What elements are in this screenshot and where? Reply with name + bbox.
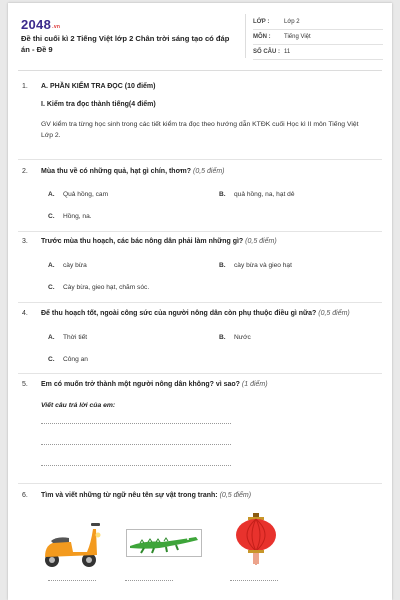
question-3 xyxy=(22,238,382,298)
option-b[interactable]: B. quả hồng, na, hạt dẻ xyxy=(219,191,295,198)
question-text: A. PHẦN KIỂM TRA ĐỌC (10 điểm) xyxy=(41,83,156,90)
question-text: Trước mùa thu hoạch, các bác nông dân phải làm những gì? (0,5 điểm) xyxy=(41,238,277,245)
meta-key: SỐ CÂU : xyxy=(253,49,280,55)
divider xyxy=(18,302,382,303)
option-b[interactable]: B. Nước xyxy=(219,334,251,341)
question-number: 2. xyxy=(22,168,28,175)
question-number: 4. xyxy=(22,310,28,317)
question-4 xyxy=(22,310,382,370)
option-b[interactable]: B. cày bừa và gieo hạt xyxy=(219,262,292,269)
divider xyxy=(18,483,382,484)
question-number: 3. xyxy=(22,238,28,245)
question-1 xyxy=(22,83,382,155)
question-text: Tìm và viết những từ ngữ nêu tên sự vật trong tranh: (0,5 điểm) xyxy=(41,492,252,499)
header xyxy=(8,3,392,63)
page-title: Đề thi cuối kì 2 Tiếng Việt lớp 2 Chân trời sáng tạo có đáp án - Đề 9 xyxy=(21,34,230,54)
question-text: Em có muốn trở thành một người nông dân không? vì sao? (1 điểm) xyxy=(41,381,268,388)
answer-line[interactable] xyxy=(41,423,231,424)
option-c[interactable]: C. Công an xyxy=(48,356,88,363)
answer-line[interactable] xyxy=(41,444,231,445)
scooter-image xyxy=(41,517,101,569)
option-c[interactable]: C. Hồng, na. xyxy=(48,213,92,220)
meta-subject xyxy=(253,31,383,44)
meta-value: 11 xyxy=(284,49,291,55)
meta-key: MÔN : xyxy=(253,34,271,40)
option-c[interactable]: C. Cày bừa, gieo hạt, chăm sóc. xyxy=(48,284,150,291)
option-a[interactable]: A. Quả hồng, cam xyxy=(48,191,109,198)
option-a[interactable]: A. Thời tiết xyxy=(48,334,88,341)
question-subtitle: I. Kiểm tra đọc thành tiếng(4 điểm) xyxy=(41,101,156,108)
answer-blank-3[interactable] xyxy=(230,580,278,581)
answer-line[interactable] xyxy=(41,465,231,466)
option-a[interactable]: A. cày bừa xyxy=(48,262,87,269)
question-number: 5. xyxy=(22,381,28,388)
question-body: GV kiểm tra từng học sinh trong các tiết kiểm tra đọc theo hướng dẫn KTĐK cuối Học kì II môn Tiếng Việt Lớp 2. xyxy=(41,121,359,139)
logo-suffix: .vn xyxy=(52,24,61,30)
logo-main: 2048 xyxy=(21,17,52,32)
meta-question-count xyxy=(253,46,383,59)
header-divider xyxy=(245,14,246,58)
header-separator xyxy=(18,70,382,71)
question-5 xyxy=(22,381,382,476)
site-logo[interactable] xyxy=(21,17,60,32)
worksheet-page xyxy=(8,3,392,600)
question-text: Mùa thu về có những quả, hạt gì chín, thơm? (0,5 điểm) xyxy=(41,168,225,175)
question-2 xyxy=(22,168,382,228)
crocodile-image xyxy=(126,529,202,557)
divider xyxy=(18,373,382,374)
meta-value: Tiếng Việt xyxy=(284,34,311,40)
meta-key: LỚP : xyxy=(253,19,270,25)
meta-class xyxy=(253,16,383,29)
question-number: 6. xyxy=(22,492,28,499)
meta-value: Lớp 2 xyxy=(284,19,300,25)
question-text: Để thu hoạch tốt, ngoài công sức của người nông dân còn phụ thuộc điều gì nữa? (0,5 điểm) xyxy=(41,310,350,317)
question-number: 1. xyxy=(22,83,28,90)
divider xyxy=(18,159,382,160)
divider xyxy=(18,231,382,232)
answer-blank-2[interactable] xyxy=(125,580,173,581)
lantern-image xyxy=(234,513,278,565)
answer-blank-1[interactable] xyxy=(48,580,96,581)
answer-label: Viết câu trả lời của em: xyxy=(41,402,116,409)
